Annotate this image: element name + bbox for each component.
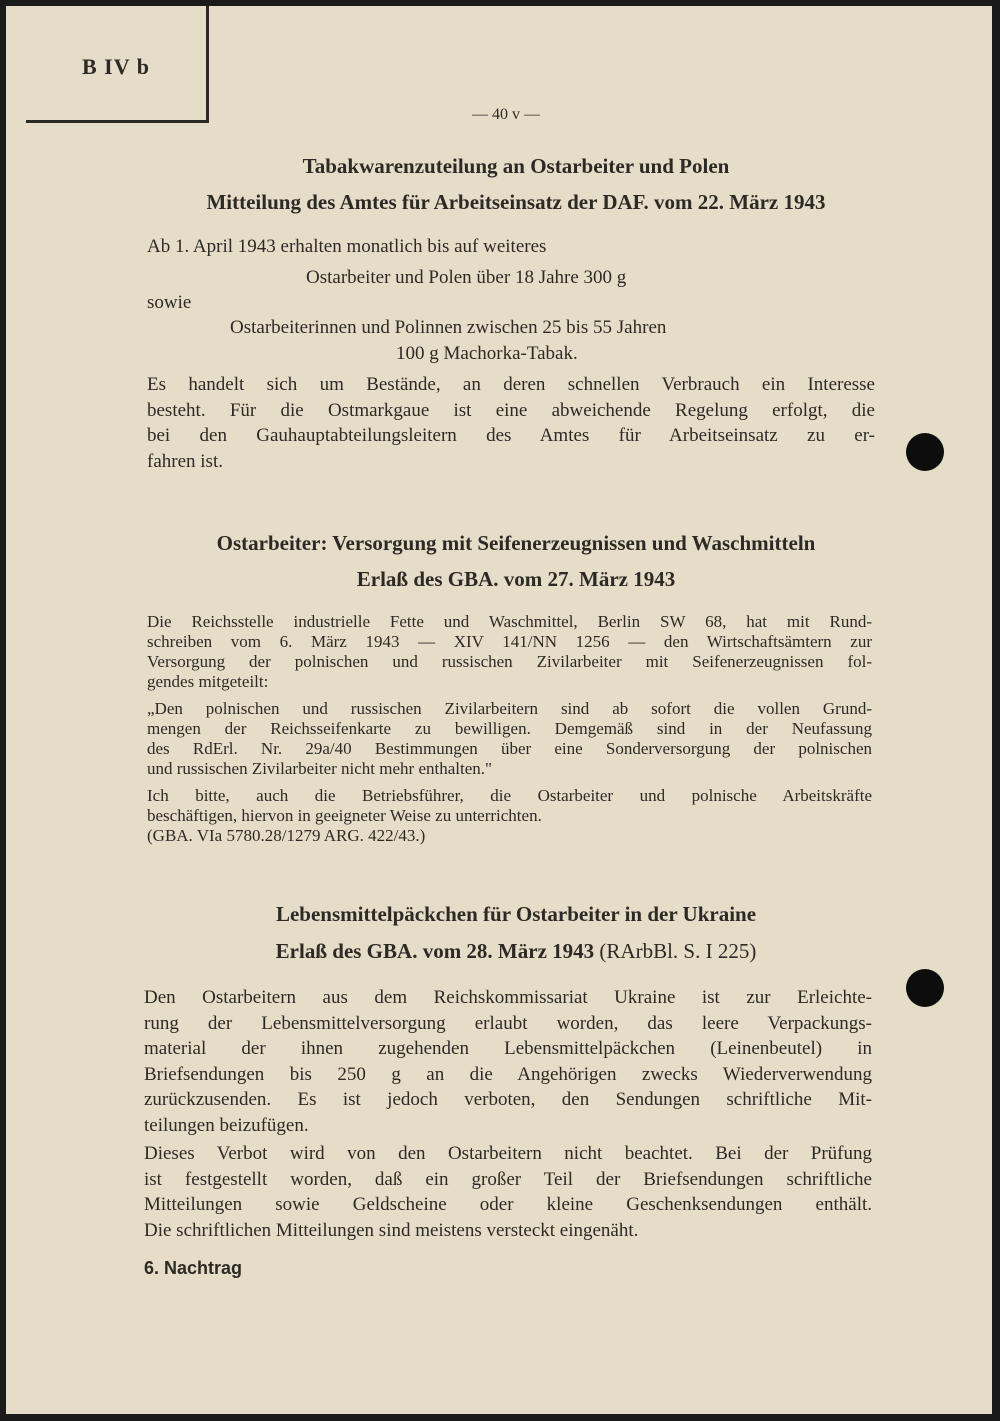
section1-subtitle: Mitteilung des Amtes für Arbeitseinsatz der DAF. vom 22. März 1943 (206, 190, 826, 214)
section2-subtitle: Erlaß des GBA. vom 27. März 1943 (356, 567, 676, 591)
section1-conj: sowie (147, 292, 192, 313)
paragraph-line: (GBA. VIa 5780.28/1279 ARG. 422/43.) (147, 826, 426, 845)
paragraph-line: fahren ist. (147, 450, 223, 472)
section1-title: Tabakwarenzuteilung an Ostarbeiter und Polen (302, 154, 730, 178)
section2-paragraph1 (147, 612, 872, 692)
section3-title: Lebensmittelpäckchen für Ostarbeiter in der Ukraine (275, 902, 757, 926)
section3-paragraph2 (144, 1141, 872, 1243)
paragraph-line: zurückzusenden. Es ist jedoch verboten, den Sendungen schriftliche Mit- (144, 1089, 872, 1110)
punch-hole-top (906, 433, 944, 471)
section1-item1: Ostarbeiter und Polen über 18 Jahre 300 g (306, 267, 627, 288)
paragraph-line: Dieses Verbot wird von den Ostarbeitern nicht beachtet. Bei der Prüfung (144, 1143, 872, 1164)
paragraph-line: Briefsendungen bis 250 g an die Angehörigen zwecks Wiederverwendung (144, 1063, 872, 1085)
paragraph-line: Den Ostarbeitern aus dem Reichskommissariat Ukraine ist zur Erleichte- (144, 987, 872, 1008)
paragraph-line: besteht. Für die Ostmarkgaue ist eine abweichende Regelung erfolgt, die (147, 399, 875, 421)
footer-note: 6. Nachtrag (144, 1258, 243, 1278)
paragraph-line: Es handelt sich um Bestände, an deren schnellen Verbrauch ein Interesse (147, 374, 875, 395)
section1-intro: Ab 1. April 1943 erhalten monatlich bis auf weiteres (147, 236, 547, 257)
paragraph-line: bei den Gauhauptabteilungsleitern des Amtes für Arbeitseinsatz zu er- (147, 425, 875, 446)
paragraph-line: mengen der Reichsseifenkarte zu bewilligen. Demgemäß sind in der Neufassung (147, 719, 872, 738)
paragraph-line: Mitteilungen sowie Geldscheine oder kleine Geschenksendungen enthält. (144, 1194, 872, 1215)
section1-item2-line2: 100 g Machorka-Tabak. (396, 343, 578, 364)
paragraph-line: rung der Lebensmittelversorgung erlaubt worden, das leere Verpackungs- (144, 1012, 872, 1034)
page-code: B IV b (82, 54, 150, 79)
paragraph-line: Ich bitte, auch die Betriebsführer, die Ostarbeiter und polnische Arbeitskräfte (147, 786, 872, 805)
page-number: — 40 v — (472, 106, 540, 123)
document-page (6, 6, 992, 1414)
paragraph-line: material der ihnen zugehenden Lebensmittelpäckchen (Leinenbeutel) in (144, 1038, 872, 1059)
paragraph-line: ist festgestellt worden, daß ein großer Teil der Briefsendungen schriftliche (144, 1168, 872, 1190)
section3-paragraph1 (144, 985, 872, 1138)
section2-quote (147, 699, 872, 779)
punch-hole-bottom (906, 969, 944, 1007)
paragraph-line: „Den polnischen und russischen Zivilarbeitern sind ab sofort die vollen Grund- (147, 699, 872, 718)
paragraph-line: gendes mitgeteilt: (147, 672, 269, 691)
section1-item2-line1: Ostarbeiterinnen und Polinnen zwischen 25 bis 55 Jahren (230, 317, 667, 338)
paragraph-line: schreiben vom 6. März 1943 — XIV 141/NN 1256 — den Wirtschaftsämtern zur (147, 632, 872, 651)
section3-subtitle-bold: Erlaß des GBA. vom 28. März 1943 (275, 939, 595, 963)
paragraph-line: teilungen beizufügen. (144, 1114, 309, 1136)
section3-subtitle-ref: (RArbBl. S. I 225) (599, 939, 757, 963)
section2-title: Ostarbeiter: Versorgung mit Seifenerzeugnissen und Waschmitteln (216, 531, 816, 555)
paragraph-line: Versorgung der polnischen und russischen Zivilarbeiter mit Seifenerzeugnissen fol- (147, 652, 872, 671)
paragraph-line: Die schriftlichen Mitteilungen sind meistens versteckt eingenäht. (144, 1219, 639, 1241)
section2-paragraph2 (147, 786, 872, 846)
paragraph-line: des RdErl. Nr. 29a/40 Bestimmungen über eine Sonderversorgung der polnischen (147, 739, 872, 758)
paragraph-line: beschäftigen, hiervon in geeigneter Weise zu unterrichten. (147, 806, 542, 825)
section1-paragraph (147, 372, 875, 474)
paragraph-line: Die Reichsstelle industrielle Fette und Waschmittel, Berlin SW 68, hat mit Rund- (147, 612, 872, 631)
section3-subtitle (6, 939, 992, 964)
paragraph-line: und russischen Zivilarbeiter nicht mehr enthalten." (147, 759, 492, 778)
